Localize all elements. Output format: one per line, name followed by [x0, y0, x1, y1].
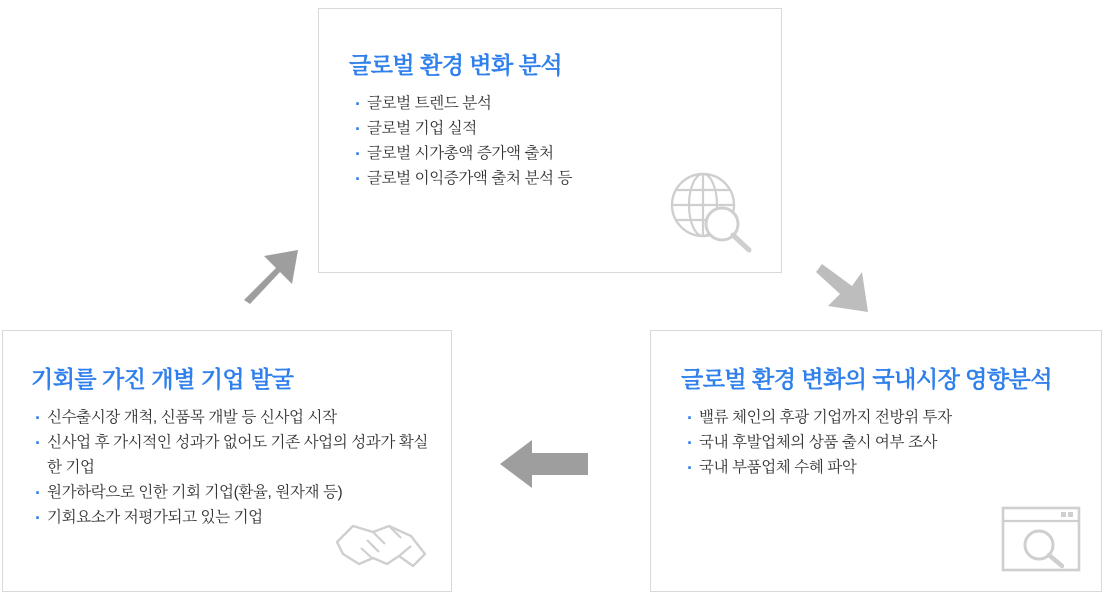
- card-domestic-title: 글로벌 환경 변화의 국내시장 영향분석: [681, 366, 1053, 392]
- list-item: · 글로벌 트렌드 분석: [353, 91, 572, 116]
- list-item: · 신수출시장 개척, 신품목 개발 등 신사업 시작: [33, 405, 433, 430]
- list-item: · 글로벌 기업 실적: [353, 116, 572, 141]
- arrow-up-right-icon: [236, 240, 310, 317]
- card-domestic-bullets: [685, 405, 952, 480]
- arrow-down-right-icon: [812, 258, 874, 325]
- list-item: · 밸류 체인의 후광 기업까지 전방위 투자: [685, 405, 952, 430]
- list-item: · 국내 후발업체의 상품 출시 여부 조사: [685, 430, 952, 455]
- list-item: · 원가하락으로 인한 기회 기업(환율, 원자재 등): [33, 480, 433, 505]
- arrow-left-icon: [498, 438, 590, 495]
- card-company-title: 기회를 가진 개별 기업 발굴: [31, 366, 294, 392]
- handshake-icon: [329, 502, 437, 585]
- card-company-discovery: [2, 330, 452, 592]
- browser-magnifier-icon: [999, 502, 1083, 581]
- card-domestic-impact: [650, 330, 1102, 592]
- card-global-title: 글로벌 환경 변화 분석: [349, 52, 563, 78]
- list-item: · 기회요소가 저평가되고 있는 기업: [33, 505, 433, 530]
- list-item: · 글로벌 시가총액 증가액 출처: [353, 141, 572, 166]
- list-item: · 글로벌 이익증가액 출처 분석 등: [353, 166, 572, 191]
- card-global-bullets: [353, 91, 572, 191]
- card-global-analysis: [318, 8, 782, 273]
- globe-magnifier-icon: [665, 169, 757, 260]
- list-item: · 신사업 후 가시적인 성과가 없어도 기존 사업의 성과가 확실한 기업: [33, 430, 433, 480]
- list-item: · 국내 부품업체 수혜 파악: [685, 455, 952, 480]
